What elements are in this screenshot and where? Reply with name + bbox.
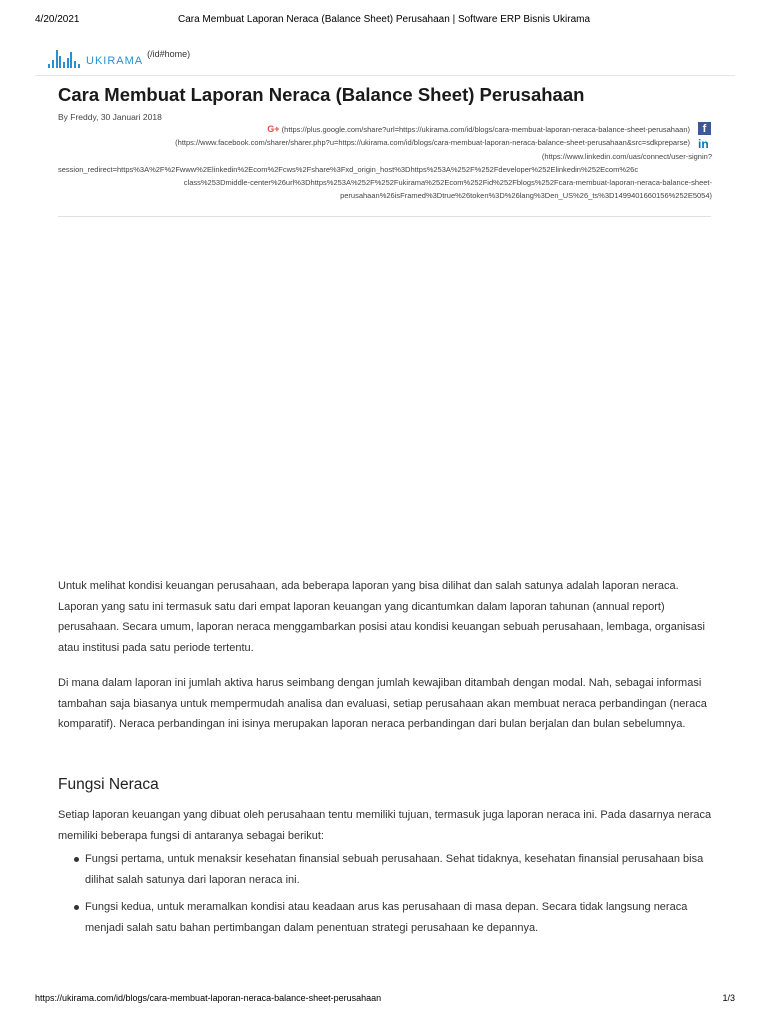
section-intro: Setiap laporan keuangan yang dibuat oleh perusahaan tentu memiliki tujuan, termasuk juga laporan neraca ini. Pada dasarnya neraca memiliki beberapa fungsi di antaranya sebagai berikut: [58,809,712,842]
section-heading: Fungsi Neraca [58,776,159,793]
article-paragraph: Di mana dalam laporan ini jumlah aktiva harus seimbang dengan jumlah kewajiban ditambah dengan modal. Nah, sebagai informasi tambahan saja biasanya untuk mempermudah analisa dan evaluasi, setiap perusahaan akan membuat neraca perbandingan (neraca komparatif). Neraca perbandingan ini isinya merupakan laporan neraca perbandingan dari bulan berjalan dan bulan sebelumnya. [58,677,707,730]
article-title: Cara Membuat Laporan Neraca (Balance Sheet) Perusahaan [58,84,585,105]
print-date: 4/20/2021 [35,14,80,25]
share-divider [58,216,711,217]
logo-brand-text: UKIRAMA [86,55,144,67]
ukirama-logo[interactable] [48,44,190,68]
facebook-icon[interactable]: f [698,122,711,135]
home-link[interactable]: (/id#home) [147,49,191,59]
google-plus-icon[interactable]: G+ [267,124,280,134]
linkedin-icon[interactable]: in [698,137,709,151]
share-linkedin-link-line3[interactable]: class%253Dmiddle-center%26url%3Dhttps%253A%252F%252Fukirama%252Ecom%252Fid%252Fblogs%252Fcara-membuat-laporan-neraca-balance-sheet- [183,178,712,187]
share-linkedin-link-line1[interactable]: (https://www.linkedin.com/uas/connect/user-signin? [541,152,712,161]
article-byline: By Freddy, 30 Januari 2018 [58,112,162,122]
share-gplus-row[interactable] [0,123,768,136]
list-item-text: Fungsi kedua, untuk meramalkan kondisi atau keadaan arus kas perusahaan di masa depan. Secara tidak langsung neraca menjadi salah satu bahan pertimbangan dalam penentuan strategi perusahaan ke depannya. [85,901,688,934]
print-page-number: 1/3 [722,993,735,1003]
list-item [58,897,718,938]
share-gplus-link[interactable]: (https://plus.google.com/share?url=https://ukirama.com/id/blogs/cara-membuat-laporan-neraca-balance-sheet-perusahaan) [281,125,690,134]
bullet-icon [74,857,79,862]
share-facebook-link[interactable]: (https://www.facebook.com/sharer/sharer.php?u=https://ukirama.com/id/blogs/cara-membuat-laporan-neraca-balance-sheet-perusahaan&src=sdkpreparse) [175,138,690,147]
bullet-icon [74,905,79,910]
print-footer-url: https://ukirama.com/id/blogs/cara-membuat-laporan-neraca-balance-sheet-perusahaan [35,993,382,1003]
function-list [58,849,718,945]
logo-bars-icon [48,48,84,68]
list-item [58,849,718,890]
list-item-text: Fungsi pertama, untuk menaksir kesehatan finansial sebuah perusahaan. Sehat tidaknya, kesehatan finansial perusahaan bisa dilihat salah satunya dari laporan neraca ini. [85,853,704,886]
share-linkedin-link-line4[interactable]: perusahaan%26isFramed%3Dtrue%26token%3D%26lang%3Den_US%26_ts%3D1499401660156%252E5054) [340,191,712,200]
article-paragraph: Untuk melihat kondisi keuangan perusahaan, ada beberapa laporan yang bisa dilihat dan salah satunya adalah laporan neraca. Laporan yang satu ini termasuk satu dari empat laporan keuangan yang dicantumkan dalam laporan tahunan (annual report) perusahaan. Secara umum, laporan neraca menggambarkan posisi atau kondisi keuangan sebuah perusahaan, lembaga, organisasi atau institusi pada satu periode tertentu. [58,580,705,654]
share-linkedin-link-line2[interactable]: session_redirect=https%3A%2F%2Fwww%2Elinkedin%2Ecom%2Fcws%2Fshare%3Fxd_origin_host%3Dhttps%253A%252F%252Fdeveloper%252Elinkedin%252Ecom%26c [58,165,639,174]
header-divider [35,75,735,76]
print-page-title: Cara Membuat Laporan Neraca (Balance Sheet) Perusahaan | Software ERP Bisnis Ukirama [177,14,591,25]
